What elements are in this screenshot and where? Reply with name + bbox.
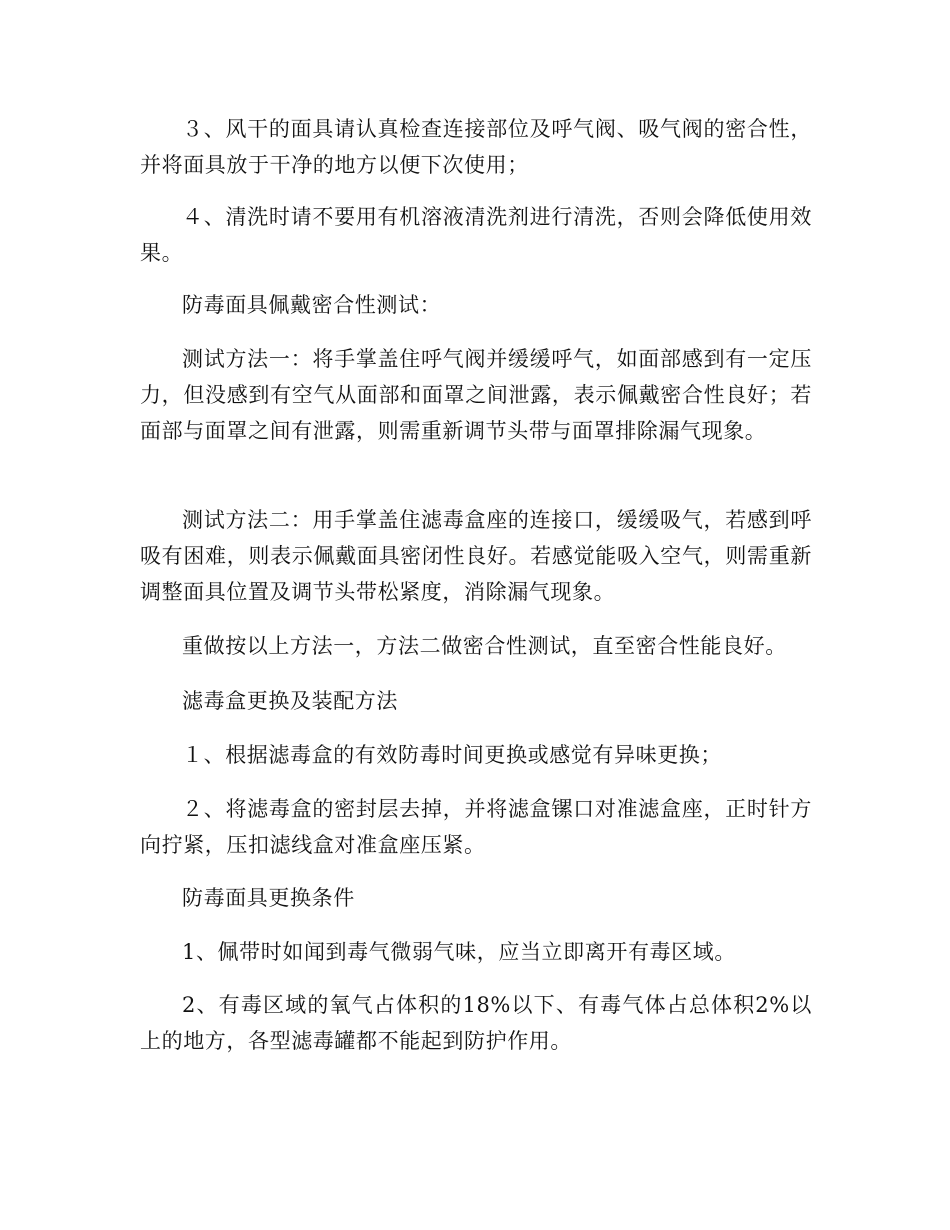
paragraph-condition-one: 1、佩带时如闻到毒气微弱气味，应当立即离开有毒区域。: [182, 940, 736, 964]
heading-seal-test: 防毒面具佩戴密合性测试：: [182, 293, 442, 317]
paragraph-filter-install: ２、将滤毒盒的密封层去掉，并将滤盒镙口对准滤盒座，正时针方向拧紧，压扣滤线盒对准盒座压紧。: [140, 797, 812, 857]
paragraph-retest: 重做按以上方法一，方法二做密合性测试，直至密合性能良好。: [182, 634, 787, 658]
paragraph-mask-air-dry-check: ３、风干的面具请认真检查连接部位及呼气阀、吸气阀的密合性，并将面具放于干净的地方以便下次使用；: [140, 117, 812, 177]
paragraph-filter-replace-timing: １、根据滤毒盒的有效防毒时间更换或感觉有异味更换；: [182, 743, 722, 767]
paragraph-condition-two: 2、有毒区域的氧气占体积的18%以下、有毒气体占总体积2%以上的地方，各型滤毒罐都不能起到防护作用。: [140, 993, 812, 1053]
paragraph-cleaning-warning: ４、清洗时请不要用有机溶液清洗剂进行清洗，否则会降低使用效果。: [140, 205, 812, 265]
heading-replacement-conditions: 防毒面具更换条件: [182, 886, 355, 910]
paragraph-test-method-two: 测试方法二：用手掌盖住滤毒盒座的连接口，缓缓吸气，若感到呼吸有困难，则表示佩戴面具密闭性良好。若感觉能吸入空气，则需重新调整面具位置及调节头带松紧度，消除漏气现象。: [140, 508, 812, 604]
paragraph-test-method-one: 测试方法一：将手掌盖住呼气阀并缓缓呼气，如面部感到有一定压力，但没感到有空气从面部和面罩之间泄露，表示佩戴密合性良好；若面部与面罩之间有泄露，则需重新调节头带与面罩排除漏气现象。: [140, 347, 812, 443]
heading-filter-replacement: 滤毒盒更换及装配方法: [182, 689, 398, 713]
